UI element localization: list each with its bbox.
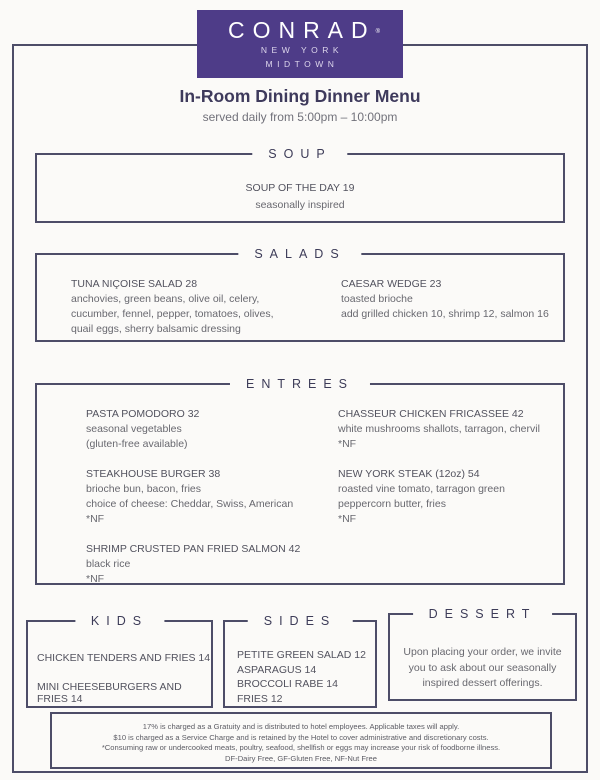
menu-item-name: TUNA NIÇOISE SALAD 28 bbox=[71, 278, 198, 290]
menu-item-desc-line: *NF bbox=[338, 513, 357, 525]
entrees-section-title: ENTREES bbox=[230, 376, 370, 393]
menu-item-desc-line: *NF bbox=[86, 573, 105, 585]
salads-section bbox=[35, 247, 565, 342]
logo-city: NEW YORK bbox=[260, 45, 344, 55]
page-title: In-Room Dining Dinner Menu bbox=[179, 86, 421, 106]
logo-area: MIDTOWN bbox=[265, 59, 339, 69]
menu-item-name: CHICKEN TENDERS AND FRIES 14 bbox=[37, 652, 211, 664]
menu-item bbox=[71, 277, 274, 337]
menu-item-desc-line: roasted vine tomato, tarragon green bbox=[338, 483, 505, 495]
soup-section bbox=[35, 147, 565, 223]
menu-item-name: CHASSEUR CHICKEN FRICASSEE 42 bbox=[338, 408, 524, 420]
menu-item-name: SHRIMP CRUSTED PAN FRIED SALMON 42 bbox=[86, 543, 301, 555]
registered-mark: ® bbox=[375, 29, 381, 35]
dessert-section-title: DESSERT bbox=[413, 606, 553, 623]
entrees-right-column bbox=[338, 407, 540, 542]
menu-item-name: PASTA POMODORO 32 bbox=[86, 408, 200, 420]
sides-list bbox=[225, 648, 375, 706]
menu-item-desc-line: peppercorn butter, fries bbox=[338, 498, 446, 510]
menu-item-desc: seasonally inspired bbox=[255, 199, 345, 211]
sides-section bbox=[223, 614, 377, 708]
menu-item-desc-line: white mushrooms shallots, tarragon, chervil bbox=[338, 423, 540, 435]
salads-section-title: SALADS bbox=[238, 246, 361, 263]
menu-item-desc-line: black rice bbox=[86, 558, 131, 570]
menu-item-desc-line: quail eggs, sherry balsamic dressing bbox=[71, 323, 241, 335]
menu-item-desc-line: cucumber, fennel, pepper, tomatoes, olives, bbox=[71, 308, 274, 320]
menu-item-desc-line: *NF bbox=[338, 438, 357, 450]
conrad-logo-text bbox=[220, 18, 380, 42]
menu-item-desc-line: seasonal vegetables bbox=[86, 423, 182, 435]
menu-item-name: FRIES 12 bbox=[237, 692, 283, 705]
menu-item-desc-line: (gluten-free available) bbox=[86, 438, 188, 450]
footer-line: 17% is charged as a Gratuity and is distributed to hotel employees. Applicable taxes will apply. bbox=[142, 722, 460, 731]
entrees-left-column bbox=[86, 407, 300, 602]
entrees-section bbox=[35, 377, 565, 585]
conrad-logo-box bbox=[197, 10, 403, 78]
menu-item bbox=[341, 277, 549, 322]
menu-item-name: NEW YORK STEAK (12oz) 54 bbox=[338, 468, 480, 480]
menu-item bbox=[86, 542, 300, 587]
menu-item-name: MINI CHEESEBURGERS AND FRIES 14 bbox=[37, 681, 182, 705]
menu-item-desc-line: *NF bbox=[86, 513, 105, 525]
menu-item-desc-line: brioche bun, bacon, fries bbox=[86, 483, 201, 495]
salads-right-column bbox=[341, 277, 549, 337]
footer-notice-box bbox=[50, 712, 552, 769]
soup-section-title: SOUP bbox=[252, 146, 347, 163]
salads-left-column bbox=[71, 277, 274, 352]
footer-line: *Consuming raw or undercooked meats, poultry, seafood, shellfish or eggs may increase your risk of foodborne illness. bbox=[101, 743, 501, 752]
footer-line: $10 is charged as a Service Charge and is retained by the Hotel to cover administrative and discretionary costs. bbox=[113, 732, 489, 742]
menu-item-desc-line: choice of cheese: Cheddar, Swiss, American bbox=[86, 498, 294, 510]
menu-item-name: SOUP OF THE DAY 19 bbox=[245, 182, 355, 194]
sides-section-title: SIDES bbox=[248, 613, 353, 630]
menu-item-desc-line: add grilled chicken 10, shrimp 12, salmon 16 bbox=[341, 308, 549, 320]
dessert-note: Upon placing your order, we invite you to ask about our seasonally inspired dessert offerings. bbox=[403, 646, 562, 689]
page-subtitle: served daily from 5:00pm – 10:00pm bbox=[202, 110, 398, 124]
menu-item bbox=[86, 467, 300, 527]
menu-item-name: CAESAR WEDGE 23 bbox=[341, 278, 442, 290]
menu-item-desc-line: toasted brioche bbox=[341, 293, 413, 305]
menu-item-name: STEAKHOUSE BURGER 38 bbox=[86, 468, 221, 480]
footer-line: DF-Dairy Free, GF-Gluten Free, NF-Nut Free bbox=[225, 753, 377, 763]
dessert-section bbox=[388, 607, 577, 701]
menu-item-desc-line: anchovies, green beans, olive oil, celery, bbox=[71, 293, 260, 305]
kids-section bbox=[26, 614, 213, 708]
brand-name: CONRAD bbox=[227, 17, 376, 43]
menu-item bbox=[338, 407, 540, 452]
menu-item-name: PETITE GREEN SALAD 12 bbox=[237, 649, 366, 661]
kids-section-title: KIDS bbox=[75, 613, 164, 630]
menu-item bbox=[86, 407, 300, 452]
menu-item-name: ASPARAGUS 14 bbox=[237, 663, 317, 676]
menu-item bbox=[338, 467, 540, 527]
menu-item-name: BROCCOLI RABE 14 bbox=[237, 678, 338, 690]
